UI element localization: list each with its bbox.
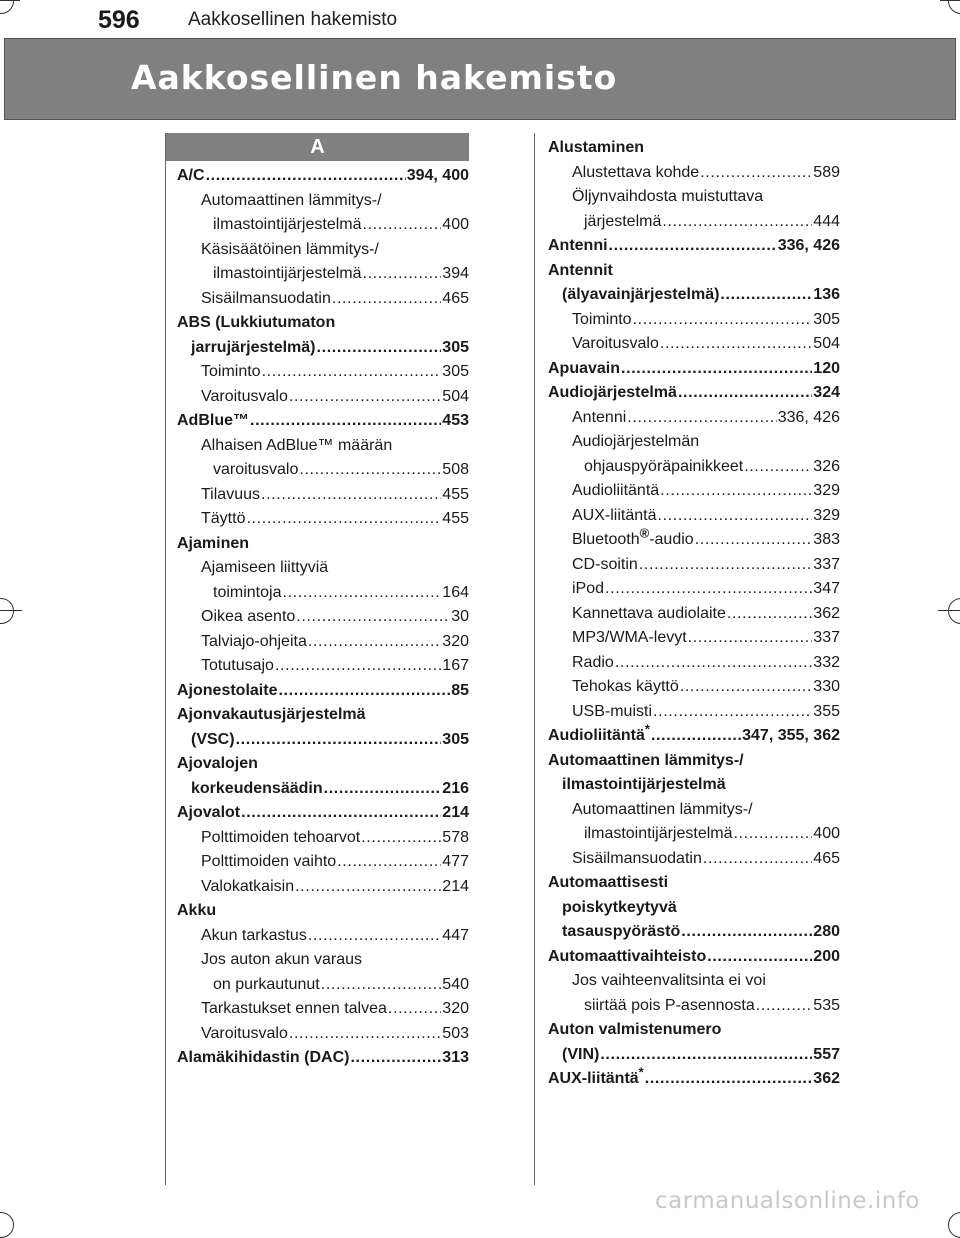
dot-leader: [324, 777, 442, 802]
index-entry: [177, 507, 469, 532]
index-term: AUX-liitäntä*: [548, 1064, 644, 1087]
index-term: (älyavainjärjestelmä): [562, 286, 720, 303]
crop-target: [0, 1212, 14, 1238]
index-term: iPod: [572, 580, 605, 597]
index-term: Antenni: [548, 237, 608, 254]
index-term: Sisäilmansuodatin: [572, 849, 702, 867]
index-entry: [177, 1022, 469, 1047]
index-entry: [548, 798, 840, 823]
index-entry: [548, 602, 840, 627]
index-entry: [548, 1043, 840, 1068]
page-reference: 504: [813, 335, 840, 352]
running-header: [0, 0, 960, 38]
index-entry: [548, 721, 840, 749]
index-term: Audiojärjestelmä: [548, 384, 677, 401]
page-reference: 329: [813, 506, 840, 524]
dot-leader: [289, 1022, 441, 1047]
dot-leader: [206, 164, 406, 189]
index-term: Automaattinen lämmitys-/: [548, 751, 744, 769]
page-reference: 305: [442, 338, 469, 356]
index-entry: [177, 728, 469, 753]
page-reference: 355: [813, 702, 840, 720]
crop-target: [948, 598, 960, 624]
index-entry: [177, 458, 469, 483]
page-reference: 305: [442, 730, 469, 748]
index-entry: [548, 920, 840, 945]
index-term: Toiminto: [572, 310, 632, 328]
index-entry: [177, 826, 469, 851]
index-entry: [548, 283, 840, 308]
index-entry: [548, 357, 840, 382]
index-entry: [177, 434, 469, 459]
page-reference: 578: [442, 828, 469, 846]
index-entry: [177, 654, 469, 679]
dot-leader: [250, 409, 441, 434]
index-term: Alustaminen: [548, 139, 645, 156]
index-entry: [177, 703, 469, 728]
dot-leader: [363, 262, 442, 287]
index-entry: [548, 577, 840, 602]
index-term: Toiminto: [201, 363, 261, 380]
page-reference: 540: [442, 975, 469, 993]
page-reference: 394, 400: [406, 167, 469, 184]
index-entry: [548, 945, 840, 970]
index-term: Jos vaihteenvalitsinta ei voi: [572, 972, 766, 989]
dot-leader: [627, 406, 776, 431]
page-reference: 453: [442, 412, 469, 429]
index-term: Tarkastukset ennen talvea: [201, 1000, 387, 1017]
dot-leader: [615, 651, 812, 676]
index-term: Käsisäätöinen lämmitys-/: [201, 240, 379, 258]
index-entry: [177, 899, 469, 924]
index-entry: [548, 749, 840, 774]
index-entry: [548, 210, 840, 235]
index-entry: [177, 213, 469, 238]
index-entry: [177, 875, 469, 900]
dot-leader: [727, 602, 812, 627]
index-term: Alustettava kohde: [572, 163, 700, 181]
dot-leader: [308, 630, 441, 655]
dot-leader: [681, 920, 812, 945]
page-title: Aakkosellinen hakemisto: [131, 58, 618, 97]
index-column-left: [177, 164, 469, 1071]
index-entry: [548, 525, 840, 553]
dot-leader: [639, 553, 813, 578]
index-term: toimintoja: [213, 583, 282, 601]
index-entry: [177, 238, 469, 263]
page-reference: 444: [813, 212, 840, 230]
dot-leader: [707, 945, 812, 970]
index-term: korkeudensäädin: [191, 779, 323, 797]
index-term: Audiojärjestelmän: [572, 433, 700, 450]
page-reference: 503: [442, 1024, 469, 1042]
dot-leader: [282, 581, 441, 606]
page-reference: 400: [442, 216, 469, 233]
index-term: Radio: [572, 653, 614, 671]
index-entry: [548, 259, 840, 284]
index-entry: [548, 1018, 840, 1043]
index-entry: [177, 679, 469, 704]
dot-leader: [734, 822, 813, 847]
index-entry: [177, 752, 469, 777]
index-term: ilmastointijärjestelmä: [584, 825, 733, 842]
dot-leader: [657, 504, 812, 529]
index-entry: [177, 336, 469, 361]
index-entry: [177, 581, 469, 606]
index-entry: [177, 164, 469, 189]
dot-leader: [700, 161, 812, 186]
index-term: Oikea asento: [201, 608, 296, 625]
index-entry: [548, 626, 840, 651]
index-entry: [548, 406, 840, 431]
page-reference: 214: [442, 804, 469, 821]
page-reference: 326: [813, 457, 840, 475]
dot-leader: [289, 385, 441, 410]
index-entry: [548, 479, 840, 504]
index-entry: [548, 553, 840, 578]
dot-leader: [633, 308, 813, 333]
dot-leader: [600, 1043, 812, 1068]
page-reference: 216: [442, 779, 469, 797]
section-letter: A: [166, 133, 469, 161]
dot-leader: [261, 483, 441, 508]
index-term: Automaattisesti: [548, 874, 669, 891]
index-term: Ajamiseen liittyviä: [201, 559, 329, 576]
index-term: järjestelmä: [584, 212, 662, 230]
page-reference: 330: [813, 678, 840, 695]
dot-leader: [337, 850, 441, 875]
dot-leader: [645, 1067, 813, 1092]
dot-leader: [317, 336, 442, 361]
page-reference: 336, 426: [777, 237, 840, 254]
page-reference: 313: [442, 1049, 469, 1066]
index-term: Talviajo-ohjeita: [201, 632, 307, 650]
page-reference: 557: [813, 1045, 840, 1063]
title-band: [4, 38, 956, 120]
page-reference: 455: [442, 485, 469, 503]
page-reference: 383: [813, 531, 840, 548]
page-reference: 400: [813, 825, 840, 842]
index-entry: [548, 332, 840, 357]
page-reference: 167: [442, 657, 469, 674]
page-reference: 347: [813, 580, 840, 597]
page-reference: 504: [442, 387, 469, 405]
dot-leader: [278, 679, 450, 704]
index-entry: [548, 430, 840, 455]
index-entry: [177, 801, 469, 826]
index-term: AdBlue™: [177, 412, 249, 429]
index-term: ABS (Lukkiutumaton: [177, 314, 336, 331]
index-term: Automaattinen lämmitys-/: [572, 800, 753, 818]
dot-leader: [332, 287, 441, 312]
index-entry: [177, 973, 469, 998]
index-entry: [548, 1064, 840, 1092]
page-reference: 465: [813, 849, 840, 867]
dot-leader: [703, 847, 812, 872]
page-reference: 477: [442, 853, 469, 870]
index-term: Polttimoiden vaihto: [201, 853, 337, 870]
dot-leader: [660, 479, 812, 504]
index-entry: [548, 455, 840, 480]
dot-leader: [321, 973, 442, 998]
index-term: Audioliitäntä: [572, 482, 660, 499]
dot-leader: [756, 994, 813, 1019]
index-term: USB-muisti: [572, 702, 653, 720]
page-reference: 30: [451, 608, 469, 625]
index-term: Alamäkihidastin (DAC): [177, 1049, 350, 1066]
dot-leader: [621, 357, 812, 382]
running-title: Aakkosellinen hakemisto: [188, 9, 398, 30]
index-term: A/C: [177, 167, 205, 184]
dot-leader: [275, 654, 441, 679]
index-entry: [548, 700, 840, 725]
page-reference: 320: [442, 1000, 469, 1017]
index-entry: [548, 675, 840, 700]
dot-leader: [363, 213, 442, 238]
dot-leader: [662, 210, 812, 235]
page-reference: 280: [813, 923, 840, 940]
index-term: Varoitusvalo: [201, 1024, 288, 1042]
page-reference: 324: [813, 384, 840, 401]
index-entry: [177, 189, 469, 214]
index-entry: [177, 777, 469, 802]
index-entry: [548, 773, 840, 798]
index-entry: [548, 308, 840, 333]
index-term: Auton valmistenumero: [548, 1021, 722, 1038]
page-reference: 362: [813, 604, 840, 622]
index-term: Ajovalojen: [177, 755, 258, 772]
index-term: Öljynvaihdosta muistuttava: [572, 188, 764, 205]
index-term: CD-soitin: [572, 555, 638, 573]
index-entry: [548, 161, 840, 186]
page-reference: 394: [442, 265, 469, 282]
index-term: Jos auton akun varaus: [201, 951, 362, 968]
index-term: Audioliitäntä*: [548, 721, 650, 744]
index-entry: [177, 605, 469, 630]
index-term: Varoitusvalo: [201, 387, 288, 405]
dot-leader: [660, 332, 812, 357]
index-term: ohjauspyöräpainikkeet: [584, 457, 744, 475]
dot-leader: [246, 507, 441, 532]
index-entry: [548, 871, 840, 896]
index-term: Automaattinen lämmitys-/: [201, 191, 382, 209]
crop-target: [948, 1212, 960, 1238]
index-entry: [177, 311, 469, 336]
index-entry: [177, 1046, 469, 1071]
dot-leader: [241, 801, 441, 826]
index-entry: [548, 381, 840, 406]
column-divider: [534, 133, 535, 1185]
index-entry: [177, 850, 469, 875]
index-term: Ajaminen: [177, 534, 250, 552]
dot-leader: [299, 458, 441, 483]
dot-leader: [651, 724, 741, 749]
index-term: Tilavuus: [201, 485, 260, 503]
index-term: ilmastointijärjestelmä: [213, 265, 362, 282]
index-entry: [177, 556, 469, 581]
index-entry: [548, 185, 840, 210]
dot-leader: [744, 455, 812, 480]
index-entry: [548, 136, 840, 161]
page-reference: 535: [813, 996, 840, 1014]
crop-target: [0, 598, 14, 624]
index-term: Sisäilmansuodatin: [201, 289, 331, 307]
page-reference: 305: [442, 363, 469, 380]
page-reference: 120: [813, 359, 840, 377]
dot-leader: [388, 997, 441, 1022]
index-term: Ajonvakautusjärjestelmä: [177, 706, 366, 723]
index-entry: [548, 896, 840, 921]
dot-leader: [350, 1046, 441, 1071]
index-term: siirtää pois P-asennosta: [584, 996, 755, 1014]
index-entry: [177, 532, 469, 557]
index-term: Antenni: [572, 408, 627, 426]
index-term: Kannettava audiolaite: [572, 604, 726, 622]
index-term: tasauspyörästö: [562, 923, 681, 940]
dot-leader: [361, 826, 441, 851]
index-entry: [548, 651, 840, 676]
index-entry: [177, 997, 469, 1022]
dot-leader: [295, 875, 441, 900]
dot-leader: [680, 675, 813, 700]
dot-leader: [262, 360, 442, 385]
index-term: Täyttö: [201, 510, 246, 527]
page-reference: 136: [813, 286, 840, 303]
page-reference: 214: [442, 877, 469, 895]
dot-leader: [688, 626, 813, 651]
index-term: (VSC): [191, 730, 235, 748]
index-entry: [177, 262, 469, 287]
dot-leader: [605, 577, 812, 602]
dot-leader: [308, 924, 441, 949]
page-reference: 508: [442, 461, 469, 478]
index-term: Ajovalot: [177, 804, 241, 821]
page-reference: 337: [813, 555, 840, 573]
page-reference: 347, 355, 362: [742, 727, 840, 744]
index-term: on purkautunut: [213, 975, 320, 993]
index-entry: [177, 385, 469, 410]
page-reference: 329: [813, 482, 840, 499]
index-term: ilmastointijärjestelmä: [562, 776, 726, 793]
index-entry: [177, 483, 469, 508]
page-reference: 337: [813, 629, 840, 646]
index-entry: [177, 924, 469, 949]
index-term: MP3/WMA-levyt: [572, 629, 687, 646]
watermark: carmanualsonline.info: [654, 1188, 920, 1214]
page-reference: 455: [442, 510, 469, 527]
index-entry: [548, 504, 840, 529]
index-entry: [548, 969, 840, 994]
index-entry: [548, 847, 840, 872]
dot-leader: [296, 605, 450, 630]
index-entry: [177, 409, 469, 434]
index-term: Ajonestolaite: [177, 681, 278, 699]
index-entry: [177, 360, 469, 385]
page-reference: 164: [442, 583, 469, 601]
index-term: Varoitusvalo: [572, 335, 659, 352]
dot-leader: [653, 700, 812, 725]
index-term: (VIN): [562, 1045, 600, 1063]
page-reference: 447: [442, 926, 469, 944]
index-term: Tehokas käyttö: [572, 678, 679, 695]
dot-leader: [678, 381, 812, 406]
page-reference: 465: [442, 289, 469, 307]
index-term: poiskytkeytyvä: [562, 898, 677, 916]
index-term: Apuavain: [548, 359, 621, 377]
index-term: jarrujärjestelmä): [191, 338, 316, 356]
dot-leader: [609, 234, 777, 259]
index-entry: [177, 630, 469, 655]
page-reference: 85: [451, 681, 469, 699]
index-term: AUX-liitäntä: [572, 506, 657, 524]
page-reference: 332: [813, 653, 840, 671]
dot-leader: [236, 728, 442, 753]
index-term: Valokatkaisin: [201, 877, 295, 895]
index-term: varoitusvalo: [213, 461, 299, 478]
page-reference: 589: [813, 163, 840, 181]
page-number: 596: [98, 6, 140, 34]
page-reference: 200: [813, 947, 840, 965]
index-term: Automaattivaihteisto: [548, 947, 707, 965]
page-reference: 320: [442, 632, 469, 650]
index-term: Polttimoiden tehoarvot: [201, 828, 361, 846]
index-term: Totutusajo: [201, 657, 274, 674]
index-entry: [548, 234, 840, 259]
index-term: Antennit: [548, 261, 613, 279]
page-reference: 336, 426: [777, 408, 840, 426]
index-entry: [177, 287, 469, 312]
index-entry: [548, 994, 840, 1019]
index-term: Alhaisen AdBlue™ määrän: [201, 436, 393, 454]
index-term: ilmastointijärjestelmä: [213, 216, 362, 233]
index-column-right: [548, 136, 840, 1092]
dot-leader: [695, 528, 813, 553]
page-reference: 305: [813, 310, 840, 328]
index-term: Akku: [177, 902, 217, 919]
index-entry: [548, 822, 840, 847]
index-term: Bluetooth®-audio: [572, 525, 694, 548]
index-entry: [177, 948, 469, 973]
page-reference: 362: [813, 1070, 840, 1087]
index-term: Akun tarkastus: [201, 926, 307, 944]
dot-leader: [720, 283, 812, 308]
column-divider: [165, 133, 166, 1185]
